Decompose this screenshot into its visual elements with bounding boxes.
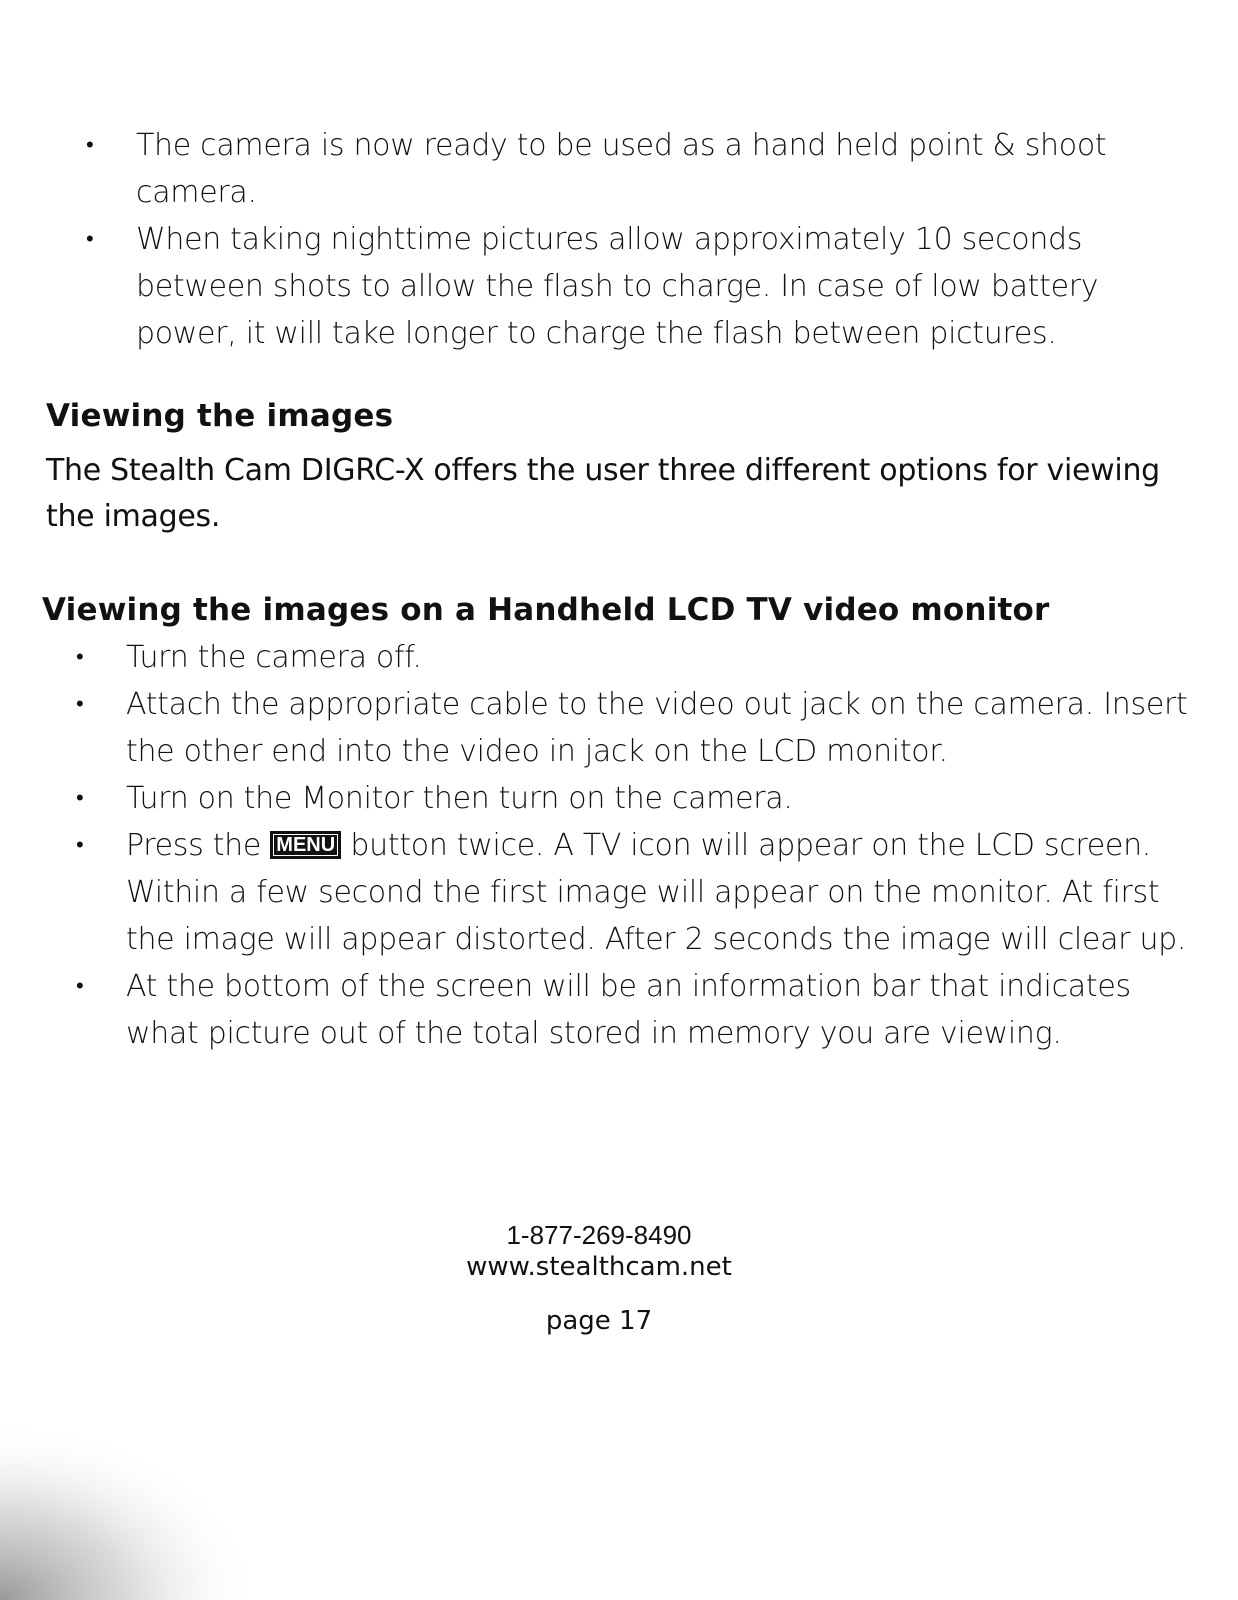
section-heading-viewing: Viewing the images — [46, 398, 394, 434]
bullet-text: The camera is now ready to be used as a hand held point & shoot camera. — [136, 128, 1107, 210]
list-item — [76, 681, 1196, 775]
bullet-icon: • — [86, 133, 94, 158]
list-item — [86, 122, 1196, 216]
list-item — [76, 634, 1196, 681]
bullet-icon: • — [76, 833, 84, 858]
footer-url: www.stealthcam.net — [466, 1252, 732, 1282]
bullet-icon: • — [76, 974, 84, 999]
list-item — [76, 775, 1196, 822]
press-prefix: Press the — [126, 828, 262, 863]
press-suffix: button twice. A TV icon will appear on the LCD screen. Within a few second the first image will appear on the monitor. At first the image will appear distorted. After 2 seconds the image will clear up. — [126, 828, 1187, 957]
bullet-icon: • — [76, 786, 84, 811]
bullet-text: When taking nighttime pictures allow approximately 10 seconds between shots to allow the flash to charge. In case of low battery power, it will take longer to charge the flash between pictures. — [136, 222, 1099, 351]
bullet-text: At the bottom of the screen will be an information bar that indicates what picture out of the total stored in memory you are viewing. — [126, 969, 1131, 1051]
menu-key-icon: MENU — [270, 831, 341, 859]
bullet-icon: • — [76, 645, 84, 670]
monitor-bullet-list — [76, 634, 1196, 1057]
scan-noise-decoration — [0, 1420, 260, 1600]
bullet-text: Turn the camera off. — [126, 640, 422, 675]
top-bullet-list — [86, 122, 1196, 357]
bullet-icon: • — [76, 692, 84, 717]
list-item — [76, 822, 1196, 963]
bullet-text: Turn on the Monitor then turn on the camera. — [126, 781, 793, 816]
bullet-text: Attach the appropriate cable to the video out jack on the camera. Insert the other end into the video in jack on the LCD monitor. — [126, 687, 1188, 769]
footer-phone: 1-877-269-8490 — [506, 1220, 692, 1250]
bullet-icon: • — [86, 227, 94, 252]
section-paragraph: The Stealth Cam DIGRC-X offers the user three different options for viewing the images. — [46, 453, 1160, 534]
list-item — [86, 216, 1196, 357]
page-number: page 17 — [545, 1306, 653, 1336]
section-heading-handheld-monitor: Viewing the images on a Handheld LCD TV video monitor — [42, 592, 1050, 628]
list-item — [76, 963, 1196, 1057]
